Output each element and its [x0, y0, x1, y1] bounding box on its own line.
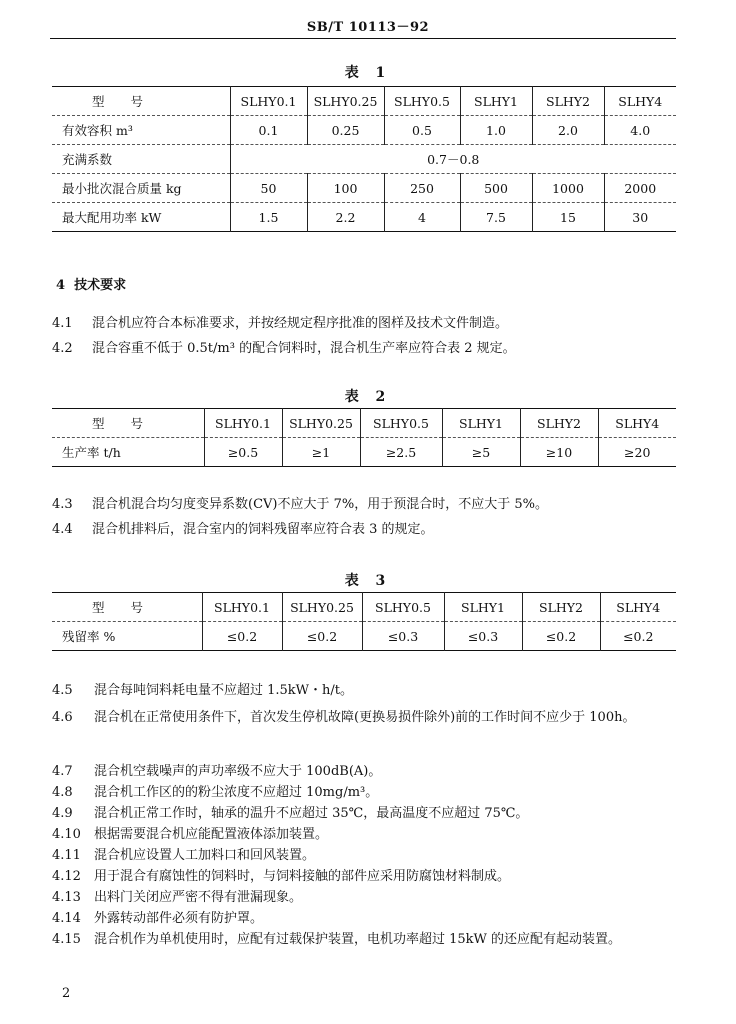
table-header-cell: SLHY1	[442, 409, 520, 438]
table-cell-merged: 0.7－0.8	[230, 145, 676, 174]
page-number: 2	[62, 986, 71, 1001]
clause	[52, 681, 678, 701]
table-cell: ≤0.3	[444, 622, 522, 651]
table-cell: ≤0.2	[600, 622, 676, 651]
table-2-caption: 表 2	[344, 389, 392, 405]
table-header-cell: SLHY0.1	[230, 87, 307, 116]
table-cell: ≤0.2	[202, 622, 282, 651]
table-cell: 7.5	[460, 203, 532, 232]
clause	[52, 495, 678, 515]
clause	[52, 804, 678, 824]
clause-text: 混合机工作区的的粉尘浓度不应超过 10mg/m³。	[94, 785, 379, 800]
table-cell: 1.5	[230, 203, 307, 232]
standard-code-header: SB/T 10113－92	[306, 20, 430, 35]
clause	[52, 930, 678, 950]
clause-text: 出料门关闭应严密不得有泄漏现象。	[94, 890, 303, 905]
clause	[52, 520, 678, 540]
table-cell: ≥20	[598, 438, 676, 467]
table-row	[52, 409, 676, 438]
section-number: 4	[56, 278, 66, 293]
table-header-cell: SLHY0.5	[362, 593, 444, 622]
table-cell: 2.2	[307, 203, 384, 232]
table-header-cell: SLHY1	[460, 87, 532, 116]
table-cell: ≥1	[282, 438, 360, 467]
clause-text: 混合机混合均匀度变异系数(CV)不应大于 7%，用于预混合时，不应大于 5%。	[92, 497, 548, 512]
table-cell: 1000	[532, 174, 604, 203]
table-header-model: 型号	[52, 593, 202, 622]
table-cell: 2000	[604, 174, 676, 203]
section-heading	[56, 274, 126, 293]
table-cell: 50	[230, 174, 307, 203]
clause-text: 混合机作为单机使用时，应配有过载保护装置，电机功率超过 15kW 的还应配有起动装置。	[94, 932, 622, 947]
clause	[52, 888, 678, 908]
table-cell: 0.5	[384, 116, 460, 145]
table-cell: 2.0	[532, 116, 604, 145]
table-cell: 100	[307, 174, 384, 203]
table-cell: ≥5	[442, 438, 520, 467]
table-2	[52, 408, 676, 467]
table-header-cell: SLHY2	[532, 87, 604, 116]
table-row	[52, 203, 676, 232]
clause-text: 混合每吨饲料耗电量不应超过 1.5kW・h/t。	[94, 683, 354, 698]
clause-number: 4.6	[52, 710, 73, 725]
clause-number: 4.13	[52, 890, 81, 905]
clause-number: 4.2	[52, 341, 73, 356]
table-cell: 0.1	[230, 116, 307, 145]
clause	[52, 762, 678, 782]
table-header-cell: SLHY2	[520, 409, 598, 438]
table-row	[52, 116, 676, 145]
table-cell: 1.0	[460, 116, 532, 145]
table-cell: 4	[384, 203, 460, 232]
table-cell: 30	[604, 203, 676, 232]
clause	[52, 783, 678, 803]
table-header-cell: SLHY0.25	[282, 409, 360, 438]
clause	[52, 314, 678, 334]
table-1	[52, 86, 676, 232]
section-title: 技术要求	[74, 278, 127, 293]
header-rule	[50, 38, 676, 39]
clause-number: 4.9	[52, 806, 73, 821]
clause-number: 4.11	[52, 848, 81, 863]
table-cell: ≥10	[520, 438, 598, 467]
table-cell: 4.0	[604, 116, 676, 145]
clause	[52, 846, 678, 866]
table-header-model: 型号	[52, 87, 230, 116]
table-header-cell: SLHY0.25	[282, 593, 362, 622]
table-cell: ≥0.5	[204, 438, 282, 467]
clause	[52, 909, 678, 929]
clause-text: 混合机应设置人工加料口和回风装置。	[94, 848, 316, 863]
table-header-cell: SLHY2	[522, 593, 600, 622]
table-1-caption: 表 1	[344, 65, 392, 81]
table-row	[52, 145, 676, 174]
clause-text: 外露转动部件必须有防护罩。	[94, 911, 264, 926]
clause-text: 混合机排料后，混合室内的饲料残留率应符合表 3 的规定。	[92, 522, 434, 537]
table-cell: ≥2.5	[360, 438, 442, 467]
table-header-cell: SLHY1	[444, 593, 522, 622]
clause	[52, 339, 678, 359]
table-cell: ≤0.2	[522, 622, 600, 651]
clause-number: 4.15	[52, 932, 81, 947]
clause-number: 4.1	[52, 316, 73, 331]
clause	[52, 706, 678, 730]
clause-number: 4.4	[52, 522, 73, 537]
clause	[52, 825, 678, 845]
table-header-cell: SLHY4	[600, 593, 676, 622]
row-label: 充满系数	[52, 145, 230, 174]
table-row	[52, 87, 676, 116]
table-cell: 250	[384, 174, 460, 203]
row-label: 残留率 %	[62, 629, 116, 644]
clause	[52, 867, 678, 887]
clause-text: 混合机正常工作时，轴承的温升不应超过 35℃，最高温度不应超过 75℃。	[94, 806, 529, 821]
clause-number: 4.5	[52, 683, 73, 698]
clause-number: 4.10	[52, 827, 81, 842]
clause-number: 4.14	[52, 911, 81, 926]
clause-number: 4.12	[52, 869, 81, 884]
row-label: 生产率 t/h	[62, 445, 121, 460]
table-cell: ≤0.2	[282, 622, 362, 651]
clause-text: 根据需要混合机应能配置液体添加装置。	[94, 827, 329, 842]
table-cell: 15	[532, 203, 604, 232]
table-header-cell: SLHY0.5	[360, 409, 442, 438]
clause-number: 4.3	[52, 497, 73, 512]
clause-text: 混合机应符合本标准要求，并按经规定程序批准的图样及技术文件制造。	[92, 316, 509, 331]
table-cell: ≤0.3	[362, 622, 444, 651]
clause-number: 4.8	[52, 785, 73, 800]
table-cell: 0.25	[307, 116, 384, 145]
clause-text: 混合容重不低于 0.5t/m³ 的配合饲料时，混合机生产率应符合表 2 规定。	[92, 341, 516, 356]
table-cell: 500	[460, 174, 532, 203]
table-header-cell: SLHY0.1	[202, 593, 282, 622]
clause-number: 4.7	[52, 764, 73, 779]
table-header-cell: SLHY4	[598, 409, 676, 438]
table-header-model: 型号	[52, 409, 204, 438]
table-header-cell: SLHY0.1	[204, 409, 282, 438]
row-label: 最大配用功率 kW	[62, 210, 162, 225]
clause-text: 用于混合有腐蚀性的饲料时，与饲料接触的部件应采用防腐蚀材料制成。	[94, 869, 511, 884]
clause-text: 混合机空载噪声的声功率级不应大于 100dB(A)。	[94, 764, 382, 779]
clause-text: 混合机在正常使用条件下，首次发生停机故障(更换易损件除外)前的工作时间不应少于 100h。	[94, 710, 636, 725]
table-header-cell: SLHY0.25	[307, 87, 384, 116]
table-row	[52, 174, 676, 203]
row-label: 最小批次混合质量 kg	[52, 174, 230, 203]
row-label: 有效容积 m³	[52, 116, 230, 145]
table-3	[52, 592, 676, 651]
table-row	[52, 622, 676, 651]
table-header-cell: SLHY4	[604, 87, 676, 116]
table-row	[52, 593, 676, 622]
table-header-cell: SLHY0.5	[384, 87, 460, 116]
table-row	[52, 438, 676, 467]
table-3-caption: 表 3	[344, 573, 392, 589]
